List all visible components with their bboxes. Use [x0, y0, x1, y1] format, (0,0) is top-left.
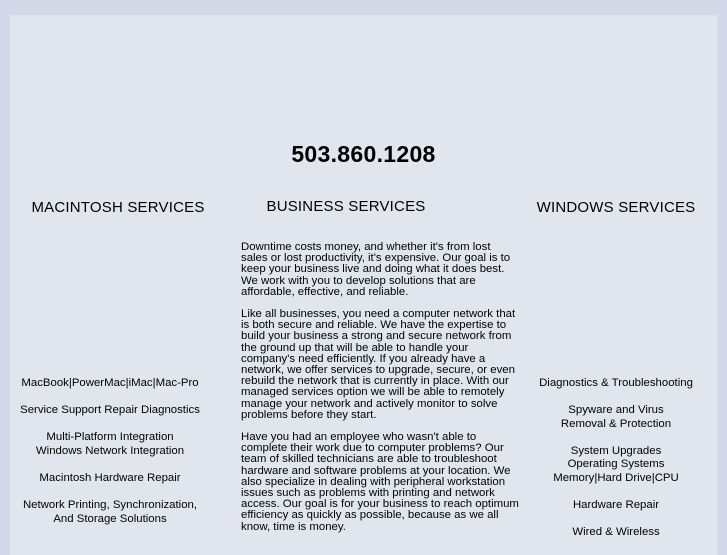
macintosh-services-list — [10, 377, 210, 540]
macintosh-services-title: MACINTOSH SERVICES — [31, 199, 205, 216]
business-paragraph: Downtime costs money, and whether it's from lost sales or lost productivity, it's expensive. Our goal is to keep your business live and doing what it does best. We work with you to develop solutions that are affordable, effective, and reliable. — [241, 241, 511, 298]
mac-service-item: Macintosh Hardware Repair — [39, 471, 181, 484]
business-paragraph: Like all businesses, you need a computer network that is both secure and reliable. We have the expertise to build your business a strong and secure network from the ground up that will be able to handle your company's need efficiently. If you already have a network, we offer services to upgrade, secure, or even rebuild the network that is currently in place. With our managed services option we will be able to remotely manage your network and actively monitor to solve problems before they start. — [241, 308, 516, 421]
mac-service-item: Multi-Platform Integration Windows Network Integration — [35, 431, 185, 457]
business-paragraph: Have you had an employee who wasn't able to complete their work due to computer problems? Our team of skilled technicians are able to troubleshoot hardware and software problems at your location. We also specialize in dealing with peripheral workstation issues such as problems with printing and network access. Our goal is for your business to reach optimum efficiency as quickly as possible, because as we all know, time is money. — [241, 431, 519, 533]
windows-services-list — [516, 377, 716, 553]
windows-service-item: Hardware Repair — [572, 499, 660, 512]
windows-service-item: Diagnostics & Troubleshooting — [539, 377, 693, 389]
windows-service-item: Wired & Wireless — [572, 526, 660, 539]
mac-service-item: MacBook|PowerMac|iMac|Mac-Pro — [21, 377, 199, 389]
business-services-text — [241, 242, 519, 544]
windows-services-title: WINDOWS SERVICES — [536, 199, 696, 216]
windows-service-item: Spyware and Virus Removal & Protection — [560, 404, 672, 430]
mac-service-item: Service Support Repair Diagnostics — [20, 404, 200, 417]
page-content — [10, 15, 717, 555]
windows-service-item: System Upgrades Operating Systems Memory|Hard Drive|CPU — [553, 444, 679, 484]
business-services-title: BUSINESS SERVICES — [266, 198, 426, 215]
mac-service-item: Network Printing, Synchronization, And Storage Solutions — [22, 498, 198, 525]
phone-number: 503.860.1208 — [291, 141, 436, 167]
